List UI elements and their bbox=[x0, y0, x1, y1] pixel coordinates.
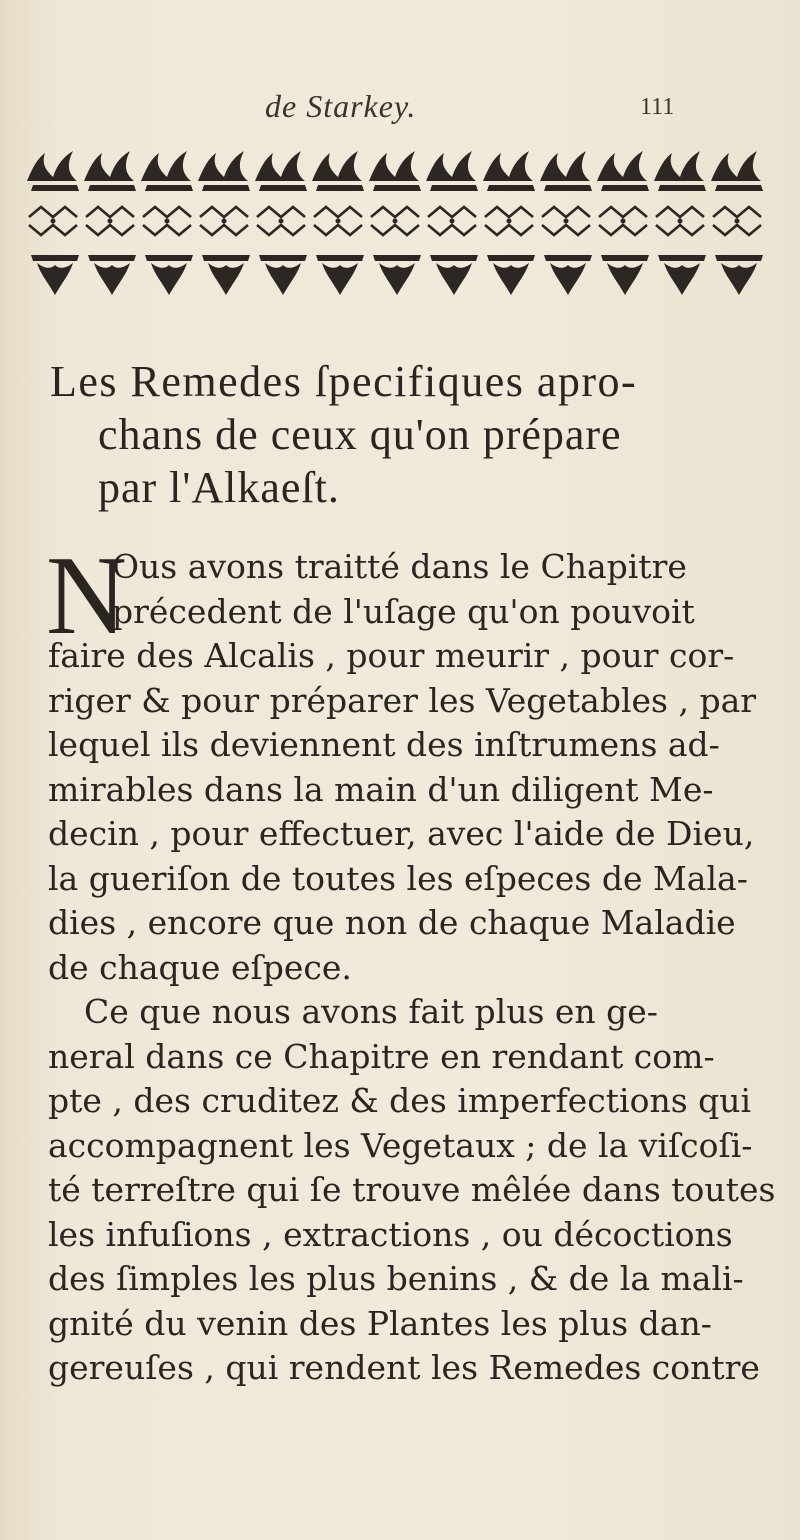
text-line: les infuſions , extractions , ou décoctions bbox=[48, 1214, 733, 1254]
text-line: neral dans ce Chapitre en rendant com- bbox=[48, 1036, 715, 1076]
text-line: précedent de l'uſage qu'on pouvoit bbox=[112, 591, 695, 631]
text-line: gereuſes , qui rendent les Remedes contre bbox=[48, 1348, 760, 1387]
text-line: mirables dans la main d'un diligent Me- bbox=[48, 769, 714, 809]
body-text bbox=[46, 534, 776, 1391]
fleuron-band-ornament bbox=[25, 145, 775, 315]
text-line: riger & pour préparer les Vegetables , par bbox=[48, 680, 757, 720]
heading-line: Les Remedes ſpecifiques apro- bbox=[50, 357, 638, 406]
paragraph bbox=[48, 990, 776, 1391]
heading-line: chans de ceux qu'on prépare bbox=[98, 410, 622, 459]
text-line: gnité du venin des Plantes les plus dan- bbox=[48, 1303, 712, 1343]
text-line: accompagnent les Vegetaux ; de la viſcoſi- bbox=[48, 1125, 753, 1165]
text-line: Ce que nous avons fait plus en ge- bbox=[84, 992, 658, 1031]
drop-cap: N bbox=[46, 534, 127, 658]
running-head-title: de Starkey. bbox=[265, 88, 417, 124]
paragraph bbox=[46, 534, 768, 990]
text-line: des ſimples les plus benins , & de la mali- bbox=[48, 1259, 744, 1298]
text-line: decin , pour effectuer, avec l'aide de Dieu, bbox=[48, 814, 755, 853]
text-line: lequel ils deviennent des inſtrumens ad- bbox=[48, 725, 720, 764]
running-head bbox=[0, 88, 800, 128]
page-number: 111 bbox=[640, 94, 675, 120]
text-line: faire des Alcalis , pour meurir , pour cor- bbox=[48, 636, 735, 675]
text-line: dies , encore que non de chaque Maladie bbox=[48, 903, 736, 942]
text-line: la gueriſon de toutes les eſpeces de Mala- bbox=[48, 858, 748, 898]
text-line: de chaque eſpece. bbox=[48, 947, 352, 987]
section-heading bbox=[30, 355, 750, 514]
heading-line: par l'Alkaeſt. bbox=[98, 463, 340, 512]
text-line: pte , des cruditez & des imperfections qui bbox=[48, 1081, 752, 1120]
text-line: Ous avons traitté dans le Chapitre bbox=[112, 547, 687, 586]
text-line: té terreſtre qui ſe trouve mêlée dans toutes bbox=[48, 1170, 776, 1209]
